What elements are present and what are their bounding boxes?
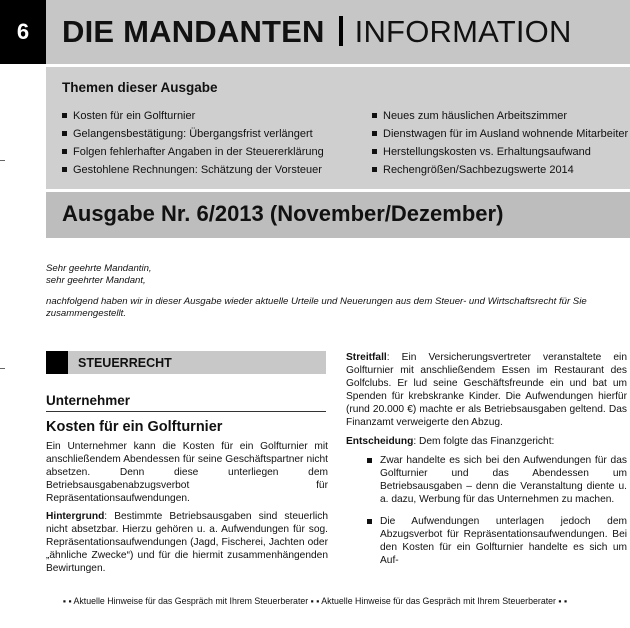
article-column-right [346, 351, 627, 576]
article-paragraph: Ein Unternehmer kann die Kosten für ein Golfturnier mit anschließendem Abendessen für seine Geschäftspartner nicht absetzen. Denn diese unterliegen dem Betriebsausgabenabzugsverbot für Repräsentationsaufwendungen. [46, 441, 328, 504]
margin-mark [0, 368, 5, 369]
topic-item: Folgen fehlerhafter Angaben in der Steuererklärung [62, 143, 324, 161]
topic-item: Kosten für ein Golfturnier [62, 107, 324, 125]
subsection-title: Unternehmer [46, 393, 131, 408]
topics-box [46, 67, 630, 189]
salutation-line: sehr geehrter Mandant, [46, 275, 146, 286]
article-paragraph [346, 435, 627, 448]
edition-bar [46, 192, 630, 238]
topic-item: Herstellungskosten vs. Erhaltungsaufwand [372, 143, 628, 161]
article-title: Kosten für ein Golfturnier [46, 419, 223, 435]
brand-light: INFORMATION [354, 14, 572, 49]
topic-item: Gelangensbestätigung: Übergangsfrist verlängert [62, 125, 324, 143]
topics-list-left [62, 107, 324, 179]
section-marker [46, 351, 68, 374]
subsection-rule [46, 411, 326, 412]
salutation [46, 263, 152, 287]
decision-list [346, 454, 627, 567]
paragraph-label: Hintergrund [46, 511, 105, 522]
article-paragraph [46, 510, 328, 575]
article-paragraph [346, 351, 627, 429]
intro-text: nachfolgend haben wir in dieser Ausgabe wieder aktuelle Urteile und Neuerungen aus dem Steuer- und Wirtschaftsrecht für Sie zusammengestellt. [46, 296, 587, 319]
decision-item: Die Aufwendungen unterlagen jedoch dem Abzugsverbot für Repräsentationsaufwendungen. Bei den Kosten für ein Golfturnier handelte es sich um Auf- [380, 516, 627, 566]
margin-mark [0, 160, 5, 161]
section-header [46, 351, 326, 374]
paragraph-text: : Bestimmte Betriebsausgaben sind steuerlich nicht absetzbar. Hierzu gehören u. a. Aufwendungen für sog. Repräsentationsaufwendungen (Jagd, Fischerei, Jachten oder „ähnliche Zwecke“) und für die hiermit zusammenhängenden Bewirtungen. [46, 511, 328, 574]
masthead [46, 0, 630, 64]
topics-heading: Themen dieser Ausgabe [62, 80, 218, 95]
section-title: STEUERRECHT [78, 356, 172, 370]
article-column-left [46, 440, 328, 580]
brand-bold: DIE MANDANTEN [62, 14, 325, 49]
salutation-line: Sehr geehrte Mandantin, [46, 263, 152, 274]
issue-number-badge [0, 0, 46, 64]
paragraph-text: : Ein Versicherungsvertreter veranstaltete ein Golfturnier mit anschließendem Essen im Restaurant des Golfclubs. Er lud seine Geschäftsfreunde ein und bat um Spenden für krebskranke Kinder. Die Aufwendungen hierfür (rund 20.000 €) machte er als Betriebsausgaben geltend. Das Finanzamt verweigerte den Abzug. [346, 352, 627, 428]
topic-item: Rechengrößen/Sachbezugswerte 2014 [372, 161, 628, 179]
edition-title: Ausgabe Nr. 6/2013 (November/Dezember) [62, 201, 504, 226]
issue-number: 6 [16, 19, 30, 44]
paragraph-label: Entscheidung [346, 436, 414, 447]
topics-list-right [372, 107, 628, 179]
paragraph-label: Streitfall [346, 352, 387, 363]
topic-item: Neues zum häuslichen Arbeitszimmer [372, 107, 628, 125]
brand-separator [339, 16, 343, 46]
footer-banner: ▪ ▪ Aktuelle Hinweise für das Gespräch mit Ihrem Steuerberater ▪ ▪ Aktuelle Hinweise für das Gespräch mit Ihrem Steuerberater ▪ ▪ [62, 596, 568, 606]
topic-item: Dienstwagen für im Ausland wohnende Mitarbeiter [372, 125, 628, 143]
brand-title [62, 14, 572, 50]
topic-item: Gestohlene Rechnungen: Schätzung der Vorsteuer [62, 161, 324, 179]
paragraph-text: : Dem folgte das Finanzgericht: [413, 436, 555, 447]
decision-item: Zwar handelte es sich bei den Aufwendungen für das Golfturnier und das Abendessen um Betriebsausgaben – denn die Veranstaltung diente u. a. dazu, Werbung für das Unternehmen zu machen. [380, 455, 627, 505]
